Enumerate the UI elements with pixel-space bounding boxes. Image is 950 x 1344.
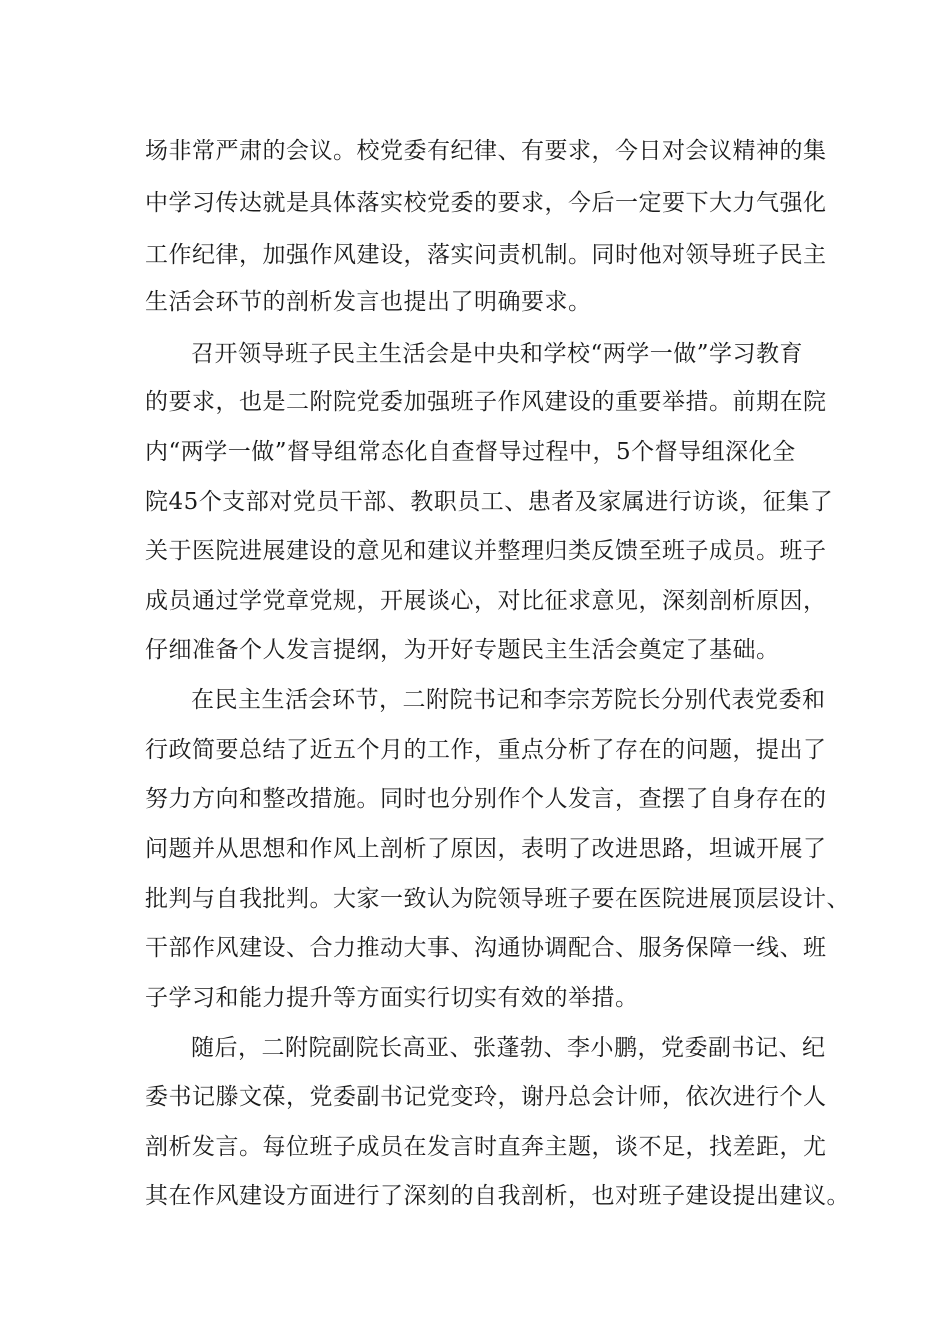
text-line: 工作纪律，加强作风建设，落实问责机制。同时他对领导班子民主 (145, 242, 827, 268)
text-line: 行政简要总结了近五个月的工作，重点分析了存在的问题，提出了 (145, 737, 827, 763)
text-line: 其在作风建设方面进行了深刻的自我剖析，也对班子建设提出建议。 (145, 1183, 850, 1209)
text-line: 仔细准备个人发言提纲，为开好专题民主生活会奠定了基础。 (145, 637, 780, 663)
text-line: 的要求，也是二附院党委加强班子作风建设的重要举措。前期在院 (145, 389, 827, 415)
text-line: 场非常严肃的会议。校党委有纪律、有要求，今日对会议精神的集 (145, 138, 827, 164)
text-line: 委书记滕文葆，党委副书记党变玲，谢丹总会计师，依次进行个人 (145, 1084, 827, 1110)
text-line: 干部作风建设、合力推动大事、沟通协调配合、服务保障一线、班 (145, 935, 827, 961)
text-line: 问题并从思想和作风上剖析了原因，表明了改进思路，坦诚开展了 (145, 836, 827, 862)
paragraph-first-line: 召开领导班子民主生活会是中央和学校“两学一做”学习教育 (191, 341, 804, 367)
text-line: 子学习和能力提升等方面实行切实有效的举措。 (145, 985, 639, 1011)
text-line: 中学习传达就是具体落实校党委的要求，今后一定要下大力气强化 (145, 190, 827, 216)
text-line: 批判与自我批判。大家一致认为院领导班子要在医院进展顶层设计、 (145, 886, 850, 912)
text-line: 剖析发言。每位班子成员在发言时直奔主题，谈不足，找差距，尤 (145, 1134, 827, 1160)
text-line: 成员通过学党章党规，开展谈心，对比征求意见，深刻剖析原因， (145, 588, 827, 614)
text-line: 生活会环节的剖析发言也提出了明确要求。 (145, 289, 592, 315)
text-line: 内“两学一做”督导组常态化自查督导过程中，5个督导组深化全 (145, 439, 796, 465)
text-line: 努力方向和整改措施。同时也分别作个人发言，查摆了自身存在的 (145, 786, 827, 812)
text-line: 院45个支部对党员干部、教职员工、患者及家属进行访谈，征集了 (145, 489, 834, 515)
paragraph-first-line: 随后，二附院副院长高亚、张蓬勃、李小鹏，党委副书记、纪 (191, 1035, 826, 1061)
paragraph-first-line: 在民主生活会环节，二附院书记和李宗芳院长分别代表党委和 (191, 687, 826, 713)
text-line: 关于医院进展建设的意见和建议并整理归类反馈至班子成员。班子 (145, 538, 827, 564)
